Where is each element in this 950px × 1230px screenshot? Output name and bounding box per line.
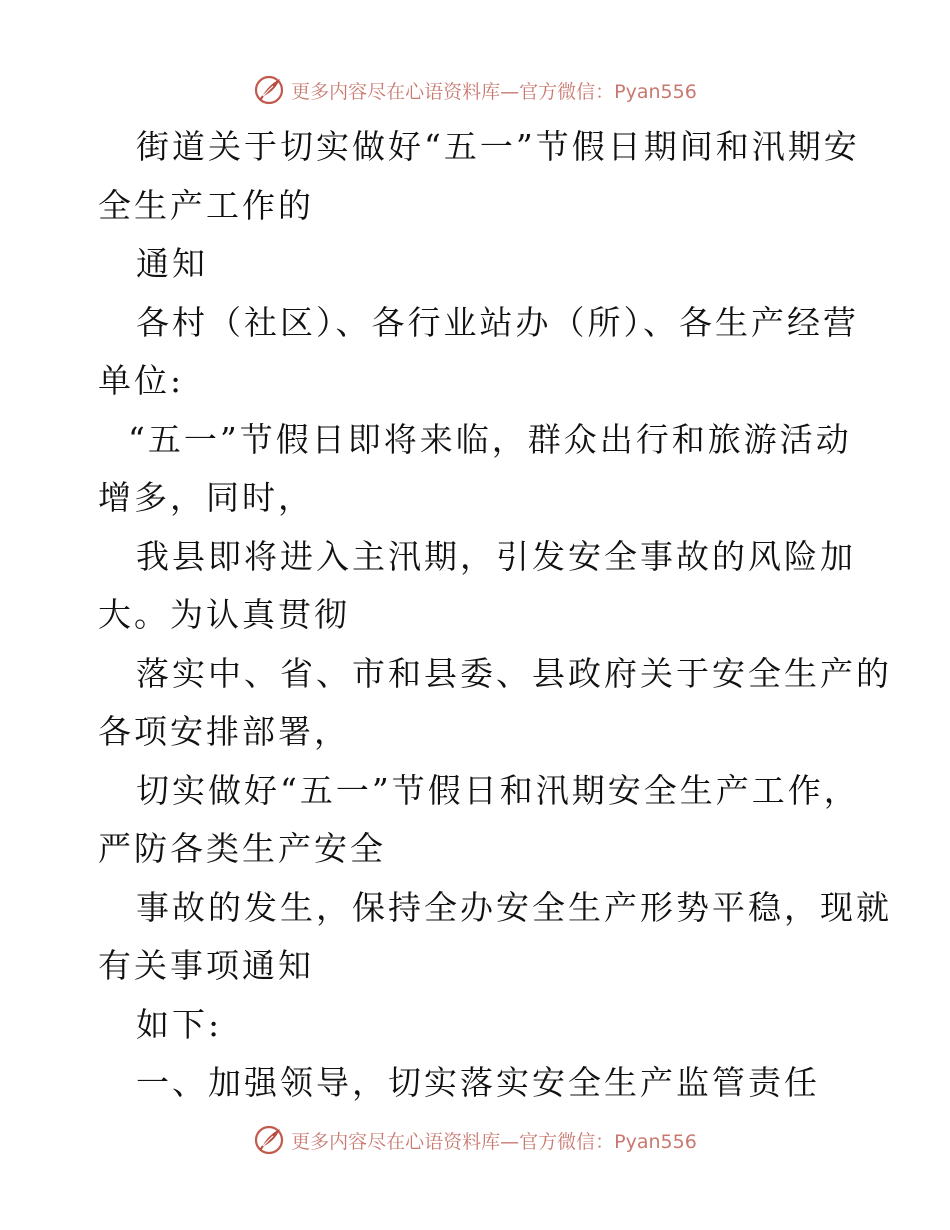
paragraph-line: “五一”节假日即将来临，群众出行和旅游活动 [128,419,852,459]
paragraph-line: 增多，同时， [98,478,314,517]
paragraph-line: 事故的发生，保持全办安全生产形势平稳，现就 [136,887,892,927]
title-line-2: 全生产工作的 [98,185,314,225]
addressee-line-1: 各村（社区）、各行业站办（所）、各生产经营 [136,302,859,342]
paragraph-line: 大。为认真贯彻 [98,595,350,634]
watermark-text: 更多内容尽在心语资料库—官方微信：Pyan556 [291,1130,697,1153]
paragraph-line: 我县即将进入主汛期，引发安全事故的风险加 [136,536,856,576]
title-line-3: 通知 [136,244,208,283]
feather-pen-logo-icon [253,1124,285,1156]
header-watermark [0,70,950,110]
paragraph-line: 落实中、省、市和县委、县政府关于安全生产的 [136,653,892,693]
paragraph-line: 有关事项通知 [98,946,314,985]
watermark-text: 更多内容尽在心语资料库—官方微信：Pyan556 [291,80,697,103]
paragraph-line: 切实做好“五一”节假日和汛期安全生产工作， [136,770,860,810]
addressee-line-2: 单位: [98,361,185,400]
paragraph-line: 各项安排部署， [98,712,350,751]
document-body [98,118,892,1113]
paragraph-line: 严防各类生产安全 [98,829,386,868]
paragraph-line: 如下: [136,1004,223,1044]
section-heading-1: 一、加强领导，切实落实安全生产监管责任 [136,1063,820,1102]
feather-pen-logo-icon [253,74,285,106]
footer-watermark [0,1120,950,1160]
title-line-1: 街道关于切实做好“五一”节假日期间和汛期安 [136,127,860,166]
